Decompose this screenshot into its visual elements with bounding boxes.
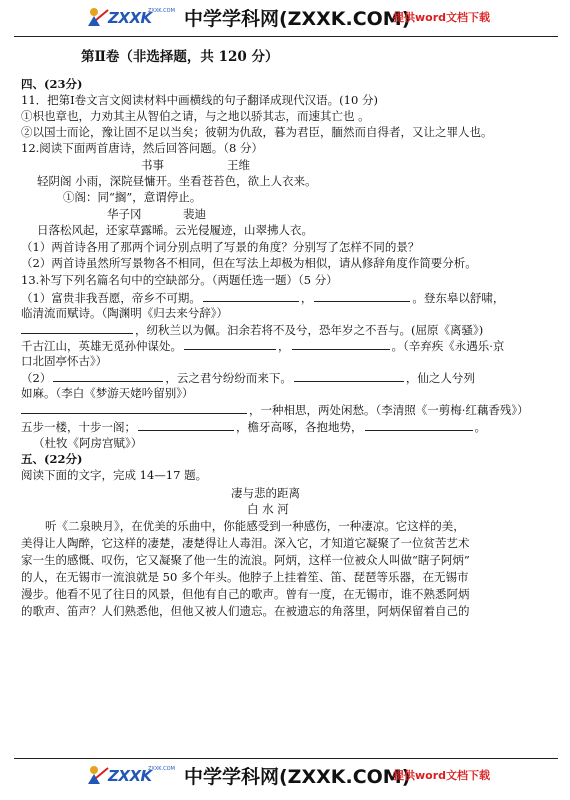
question-13: 13.补写下列名篇名句中的空缺部分。（两题任选一题）（5 分） bbox=[21, 273, 338, 287]
answer-blank[interactable] bbox=[203, 290, 299, 302]
q13-2a-text: （2） bbox=[21, 371, 52, 385]
question-13-1-line-3 bbox=[21, 322, 483, 337]
question-11-item-2: ②以国士而论，豫让固不足以当矣；彼朝为仇敌，暮为君臣，腼然而自得者，又让之罪人也。 bbox=[21, 125, 493, 139]
q13-2d-text: 五步一楼，十步一阁； bbox=[21, 420, 136, 434]
answer-blank[interactable] bbox=[21, 402, 247, 414]
part-title: 第Ⅱ卷（非选择题，共 120 分） bbox=[81, 49, 279, 65]
section-five-header: 五、(22分) bbox=[21, 452, 83, 466]
poem-1-note: ①阁：同“搁”，意谓停止。 bbox=[63, 190, 202, 204]
zxxk-logo[interactable] bbox=[86, 764, 175, 788]
footer-banner bbox=[0, 758, 570, 792]
q13-1d-sep: ， bbox=[278, 339, 290, 353]
answer-blank[interactable] bbox=[292, 338, 390, 350]
question-12: 12.阅读下面两首唐诗，然后回答问题。（8 分） bbox=[21, 141, 264, 155]
section-five-intro: 阅读下面的文字，完成 14—17 题。 bbox=[21, 468, 208, 482]
q13-2c-end: ，一种相思，两处闲愁。（李清照《一剪梅·红藕香残》） bbox=[249, 403, 529, 417]
essay-paragraph-line: 听《二泉映月》，在优美的乐曲中，你能感受到一种感伤，一种凄凉。它这样的美， bbox=[45, 519, 465, 533]
q13-1a-text: （1）富贵非我吾愿，帝乡不可期。 bbox=[21, 291, 201, 305]
essay-paragraph-line: 美得让人陶醉，它这样的凄楚，凄楚得让人毒泪。深入它，才知道它凝聚了一位贫苦艺术 bbox=[21, 536, 470, 550]
poem-1-text: 轻阴阁 小雨，深院昼慵开。坐看苍苔色，欲上人衣来。 bbox=[37, 174, 317, 188]
question-12-part-2: （2）两首诗虽然所写景物各不相同，但在写法上却极为相似，请从修辞角度作简要分析。 bbox=[21, 256, 477, 270]
zxxk-logo[interactable] bbox=[86, 6, 175, 30]
question-13-2-line-5: （杜牧《阿房宫赋》） bbox=[33, 436, 143, 450]
q13-1d-end: 。（辛弃疾《永遇乐·京 bbox=[391, 339, 505, 353]
q13-1a-sep: ， bbox=[300, 291, 313, 305]
section-four-header: 四、(23分) bbox=[21, 77, 83, 91]
question-13-1-line-1 bbox=[21, 290, 504, 305]
poem-2-title: 华子冈 bbox=[107, 207, 142, 221]
q13-2d-mid: ，檐牙高啄，各抱地势， bbox=[236, 420, 363, 434]
question-13-2-line-3 bbox=[21, 402, 529, 417]
answer-blank[interactable] bbox=[294, 370, 404, 382]
question-11-item-1: ①枳也章也，力劝其主从智伯之请，与之地以骄其志，而速其亡也 。 bbox=[21, 109, 370, 123]
logo-subtext: ZXXK.COM bbox=[148, 766, 175, 772]
word-download-link[interactable]: 提供word文档下载 bbox=[393, 11, 491, 24]
question-13-1-line-4 bbox=[21, 338, 504, 353]
question-13-1-line-2: 临清流而赋诗。（陶渊明《归去来兮辞》） bbox=[21, 306, 228, 320]
question-13-2-line-2: 如麻。（李白《梦游天姥吟留别》） bbox=[21, 386, 194, 400]
header-banner bbox=[0, 0, 570, 34]
answer-blank[interactable] bbox=[138, 419, 234, 431]
answer-blank[interactable] bbox=[53, 370, 163, 382]
essay-author: 白 水 河 bbox=[247, 502, 289, 516]
poem-2-text: 日落松风起，还家草露晞。云光侵履迹，山翠拂人衣。 bbox=[37, 223, 313, 237]
site-title: 中学学科网(ZXXK.COM) bbox=[184, 766, 411, 788]
word-download-link[interactable]: 提供word文档下载 bbox=[393, 769, 491, 782]
question-13-1-line-5: 口北固亭怀古》） bbox=[21, 354, 108, 368]
answer-blank[interactable] bbox=[21, 322, 133, 334]
header-divider bbox=[14, 36, 558, 37]
essay-paragraph-line: 的人，在无锡市一流浪就是 50 多个年头。他脖子上挂着笙、笛、琵琶等乐器，在无锡市 bbox=[21, 570, 469, 584]
essay-title: 凄与悲的距离 bbox=[231, 486, 300, 500]
essay-paragraph-line: 的歌声、笛声？人们熟悉他，但他又被人们遗忘。在被遗忘的角落里，阿炳保留着自己的 bbox=[21, 604, 470, 618]
answer-blank[interactable] bbox=[365, 419, 473, 431]
logo-text: ZXXK bbox=[108, 9, 152, 27]
logo-subtext: ZXXK.COM bbox=[148, 8, 175, 14]
q13-2a-mid: ，云之君兮纷纷而来下。 bbox=[165, 371, 292, 385]
answer-blank[interactable] bbox=[184, 338, 276, 350]
q13-1a-end: 。登东皋以舒啸， bbox=[412, 291, 505, 305]
q13-1c-end: ，纫秋兰以为佩。汩余若将不及兮，恐年岁之不吾与。(屈原《离骚》) bbox=[135, 323, 484, 337]
q13-2d-end: 。 bbox=[474, 420, 486, 434]
essay-paragraph-line: 家一生的感慨、叹伤，它又凝聚了他一生的流浪。阿炳，这样一位被众人叫做“瞎子阿炳” bbox=[21, 553, 470, 567]
site-title: 中学学科网(ZXXK.COM) bbox=[184, 8, 411, 30]
poem-1-title: 书事 bbox=[141, 158, 164, 172]
question-13-2-line-1 bbox=[21, 370, 475, 385]
answer-blank[interactable] bbox=[314, 290, 410, 302]
q13-2a-end: ，仙之人兮列 bbox=[405, 371, 475, 385]
q13-1d-text: 千古江山，英雄无觅孙仲谋处。 bbox=[21, 339, 182, 353]
poem-1-author: 王维 bbox=[227, 158, 250, 172]
question-13-2-line-4 bbox=[21, 419, 486, 434]
question-11: 11．把第Ⅰ卷文言文阅读材料中画横线的句子翻译成现代汉语。(10 分) bbox=[21, 93, 378, 107]
essay-paragraph-line: 漫步。他看不见了往日的风景，但他有自己的歌声。曾有一度，在无锡市，谁不熟悉阿炳 bbox=[21, 587, 470, 601]
poem-2-author: 裴迪 bbox=[183, 207, 206, 221]
logo-text: ZXXK bbox=[108, 767, 152, 785]
question-12-part-1: （1）两首诗各用了那两个词分别点明了写景的角度？分别写了怎样不同的景？ bbox=[21, 240, 420, 254]
